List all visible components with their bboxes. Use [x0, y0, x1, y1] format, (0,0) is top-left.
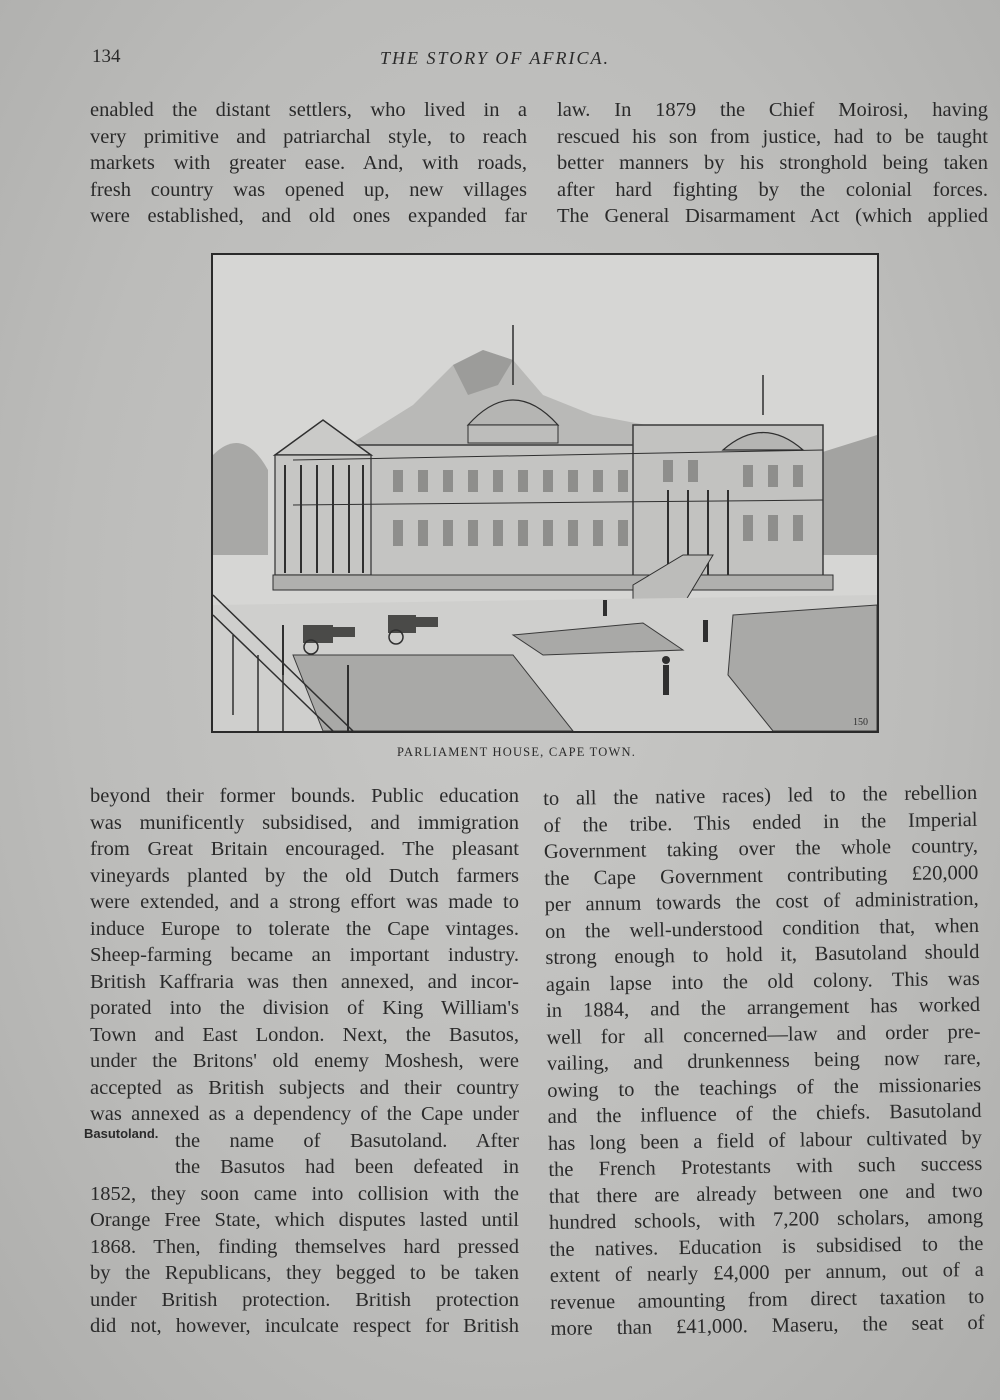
text-line: beyond their former bounds. Public education — [90, 785, 519, 807]
text-line: the Basutos had been defeated in — [175, 1156, 519, 1178]
text-line: was annexed as a dependency of the Cape under — [90, 1103, 519, 1125]
text-line: under British protection. British protection — [90, 1288, 519, 1311]
engraver-mark: 150 — [853, 717, 868, 728]
text-line: very primitive and patriarchal style, to reach — [90, 125, 527, 148]
text-line: enabled the distant settlers, who lived in a — [90, 99, 527, 121]
text-line: induce Europe to tolerate the Cape vintages. — [90, 917, 519, 940]
text-line: British Kaffraria was then annexed, and incor- — [90, 970, 519, 993]
column-bottom-right — [543, 780, 985, 1343]
text-line: by the Republicans, they begged to be taken — [90, 1262, 519, 1284]
text-line: vineyards planted by the old Dutch farmers — [90, 864, 519, 887]
text-line: The General Disarmament Act (which applied — [557, 205, 988, 227]
text-line: Town and East London. Next, the Basutos, — [90, 1023, 519, 1046]
text-line: vailing, and drunkenness being now rare, — [546, 1046, 981, 1075]
text-line: strong enough to hold it, Basutoland should — [545, 940, 980, 969]
text-line: Sheep-farming became an important industry. — [90, 944, 519, 966]
text-line: that there are already between one and two — [548, 1179, 983, 1208]
parliament-house-illustration — [211, 253, 879, 733]
margin-note: Basutoland. — [84, 1126, 159, 1141]
text-line: revenue amounting from direct taxation to — [550, 1285, 985, 1314]
text-line: to all the native races) led to the rebellion — [543, 781, 978, 810]
text-line: from Great Britain encouraged. The pleasant — [90, 838, 519, 860]
text-line: the name of Basutoland. After — [175, 1129, 519, 1152]
column-top-right — [557, 97, 988, 230]
text-line: Government taking over the whole country, — [543, 834, 979, 863]
text-line: accepted as British subjects and their country — [90, 1076, 519, 1099]
text-line: under the Britons' old enemy Moshesh, were — [90, 1050, 519, 1072]
text-line: porated into the division of King William's — [90, 997, 519, 1019]
page-number: 134 — [92, 46, 121, 67]
text-line: 1852, they soon came into collision with the — [90, 1182, 519, 1205]
text-line: has long been a field of labour cultivated by — [547, 1126, 983, 1155]
text-line: again lapse into the old colony. This was — [545, 967, 980, 996]
text-line: the French Protestants with such success — [548, 1152, 983, 1181]
text-line: the Cape Government contributing £20,000 — [544, 861, 979, 890]
text-line: well for all concerned—law and order pre- — [546, 1020, 981, 1049]
text-line: extent of nearly £4,000 per annum, out of a — [549, 1258, 984, 1287]
text-line: were extended, and a strong effort was made to — [90, 891, 519, 913]
text-line: better manners by his stronghold being taken — [557, 152, 988, 174]
text-line: and the influence of the chiefs. Basutoland — [547, 1099, 982, 1128]
text-line: 1868. Then, finding themselves hard pressed — [90, 1235, 519, 1258]
running-title: THE STORY OF AFRICA. — [380, 48, 611, 68]
text-line: did not, however, inculcate respect for British — [90, 1315, 519, 1337]
text-line: was munificently subsidised, and immigration — [90, 811, 519, 834]
text-line: the natives. Education is subsidised to the — [549, 1232, 984, 1261]
text-line: fresh country was opened up, new villages — [90, 178, 527, 201]
text-line: after hard fighting by the colonial forces. — [557, 178, 988, 201]
column-bottom-left — [90, 783, 519, 1340]
text-line: more than £41,000. Maseru, the seat of — [550, 1311, 985, 1340]
text-line: per annum towards the cost of administration, — [544, 887, 979, 916]
text-line: on the well-understood condition that, when — [544, 914, 980, 943]
text-line: hundred schools, with 7,200 scholars, among — [548, 1205, 984, 1234]
text-line: owing to the teachings of the missionaries — [547, 1073, 982, 1102]
text-line: in 1884, and the arrangement has worked — [545, 993, 981, 1022]
text-line: markets with greater ease. And, with roads, — [90, 152, 527, 174]
text-line: were established, and old ones expanded far — [90, 205, 527, 227]
figure-caption: PARLIAMENT HOUSE, CAPE TOWN. — [397, 745, 637, 759]
text-line: Orange Free State, which disputes lasted until — [90, 1209, 519, 1231]
text-line: rescued his son from justice, had to be taught — [557, 125, 988, 148]
text-line: of the tribe. This ended in the Imperial — [543, 808, 978, 837]
column-top-left — [90, 97, 527, 230]
text-line: law. In 1879 the Chief Moirosi, having — [557, 99, 988, 121]
